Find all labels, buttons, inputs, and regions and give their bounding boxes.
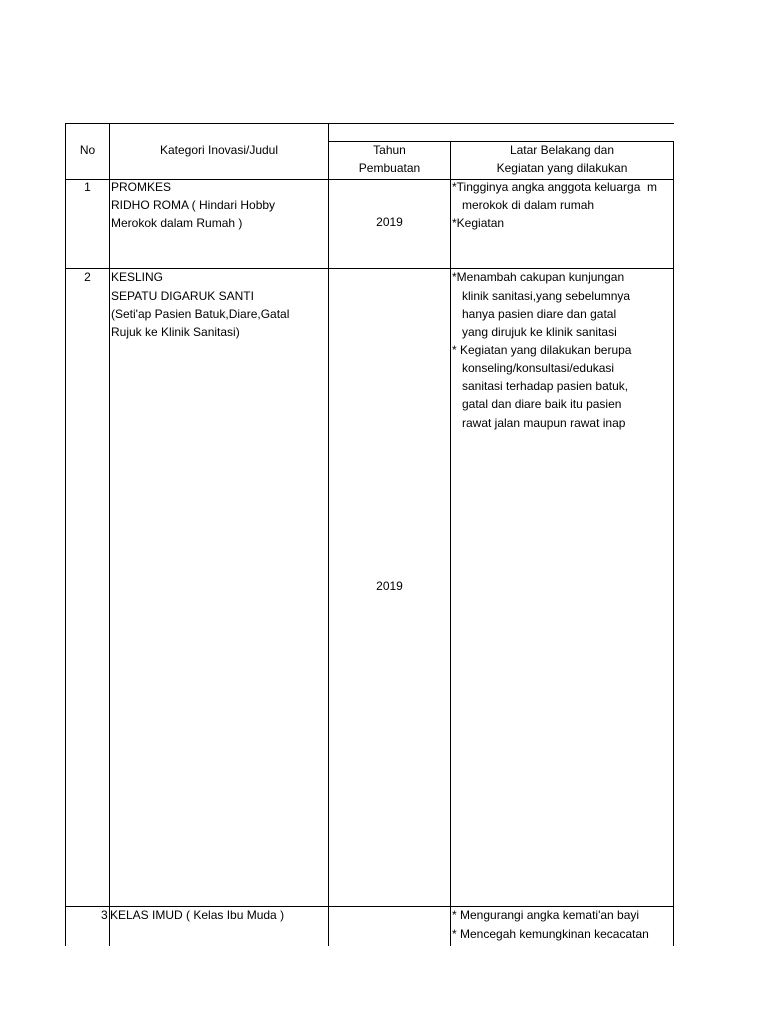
header-latar-line1: Latar Belakang dan	[509, 143, 615, 157]
row-2-kategori-line4: Rujuk ke Klinik Sanitasi)	[111, 325, 240, 339]
row-1-kategori-line2: RIDHO ROMA ( Hindari Hobby	[111, 198, 276, 212]
row-1-kategori-line3: Merokok dalam Rumah )	[111, 216, 243, 230]
table-right-border	[673, 141, 674, 946]
col-no-divider	[109, 123, 110, 946]
row-3-latar-line2: * Mencegah kemungkinan kecacatan	[452, 927, 649, 941]
row-2-latar-line4: yang dirujuk ke klinik sanitasi	[452, 325, 617, 339]
row-2-tahun: 2019	[376, 579, 403, 593]
table-left-border	[65, 123, 66, 946]
row-3-kategori-line1: KELAS IMUD ( Kelas Ibu Muda )	[110, 908, 285, 922]
row-2-latar-line6: konseling/konsultasi/edukasi	[452, 361, 615, 375]
row-2-latar-line8: gatal dan diare baik itu pasien	[452, 397, 622, 411]
row-1-latar-line3: *Kegiatan	[452, 216, 505, 230]
row-1-latar-line1: *Tingginya angka anggota keluarga m	[452, 180, 658, 194]
row-3-no: 3	[101, 908, 108, 922]
row-2-latar-line2: klinik sanitasi,yang sebelumnya	[452, 289, 631, 303]
header-latar-line2: Kegiatan yang dilakukan	[496, 161, 628, 175]
row-2-latar-line7: sanitasi terhadap pasien batuk,	[452, 379, 629, 393]
table-top-border	[65, 123, 674, 124]
row-1-kategori-line1: PROMKES	[111, 180, 172, 194]
row-1-no: 1	[84, 180, 91, 194]
row-2-no: 2	[84, 270, 91, 284]
row-2-kategori-line1: KESLING	[111, 270, 164, 284]
header-kategori: Kategori Inovasi/Judul	[159, 143, 279, 157]
row-2-kategori-line2: SEPATU DIGARUK SANTI	[111, 289, 254, 303]
row-3-latar-line1: * Mengurangi angka kemati'an bayi	[452, 908, 640, 922]
col-kategori-divider	[328, 123, 329, 946]
header-no: No	[79, 143, 96, 157]
row-2-latar-line5: * Kegiatan yang dilakukan berupa	[452, 343, 632, 357]
row-1-tahun: 2019	[376, 215, 403, 229]
col-tahun-divider	[450, 141, 451, 946]
row-1-latar-line2: merokok di dalam rumah	[452, 198, 595, 212]
header-tahun-line1: Tahun	[373, 143, 406, 157]
row-2-latar-line3: hanya pasien diare dan gatal	[452, 307, 617, 321]
row-2-latar-line1: *Menambah cakupan kunjungan	[452, 270, 625, 284]
header-tahun-line2: Pembuatan	[358, 161, 421, 175]
row-2-kategori-line3: (Seti'ap Pasien Batuk,Diare,Gatal	[111, 307, 290, 321]
row-2-latar-line9: rawat jalan maupun rawat inap	[452, 416, 626, 430]
